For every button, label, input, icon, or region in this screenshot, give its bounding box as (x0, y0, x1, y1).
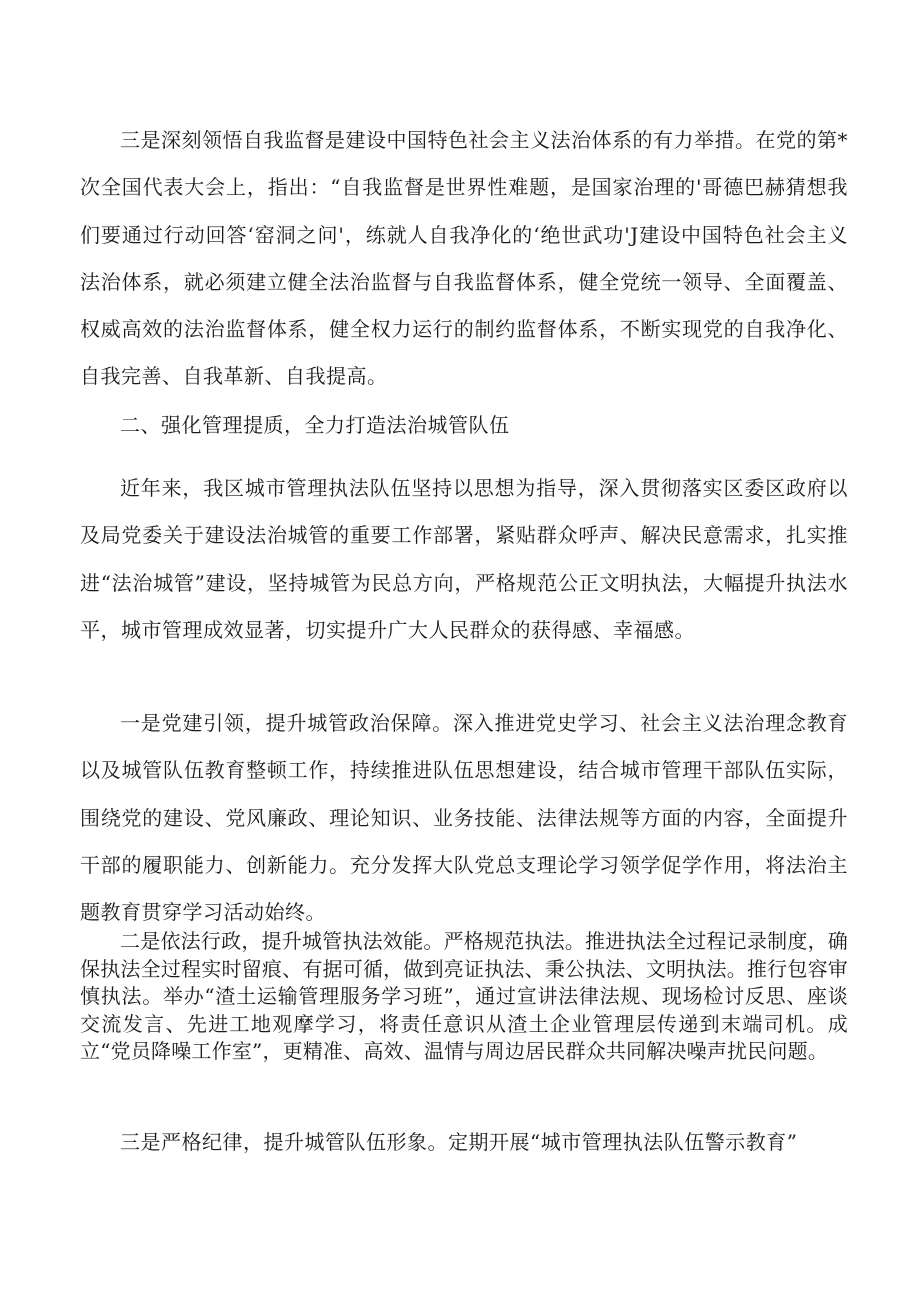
paragraph-recent-years: 近年来，我区城市管理执法队伍坚持以思想为指导，深入贯彻落实区委区政府以及局党委关于建设法治城管的重要工作部署，紧贴群众呼声、解决民意需求，扎实推进“法治城管”建设，坚持城管为民总方向，严格规范公正文明执法，大幅提升执法水平，城市管理成效显著，切实提升广大人民群众的获得感、幸福感。 (80, 476, 848, 642)
paragraph-party-building: 一是党建引领，提升城管政治保障。深入推进党史学习、社会主义法治理念教育以及城管队伍教育整顿工作，持续推进队伍思想建设，结合城市管理干部队伍实际，围绕党的建设、党风廉政、理论知识、业务技能、法律法规等方面的内容，全面提升干部的履职能力、创新能力。充分发挥大队党总支理论学习领学促学作用，将法治主题教育贯穿学习活动始终。 (80, 711, 848, 925)
paragraph-self-supervision: 三是深刻领悟自我监督是建设中国特色社会主义法治体系的有力举措。在党的第*次全国代表大会上，指出：“自我监督是世界性难题，是国家治理的'哥德巴赫猜想我们要通过行动回答‘窑洞之问'，练就人自我净化的‘绝世武功'J建设中国特色社会主义法治体系，就必须建立健全法治监督与自我监督体系，健全党统一领导、全面覆盖、权威高效的法治监督体系，健全权力运行的制约监督体系，不断实现党的自我净化、自我完善、自我革新、自我提高。 (80, 128, 848, 389)
paragraph-law-enforcement: 二是依法行政，提升城管执法效能。严格规范执法。推进执法全过程记录制度，确保执法全过程实时留痕、有据可循，做到亮证执法、秉公执法、文明执法。推行包容审慎执法。举办“渣土运输管理服务学习班”，通过宣讲法律法规、现场检讨反思、座谈交流发言、先进工地观摩学习，将责任意识从渣土企业管理层传递到末端司机。成立“党员降噪工作室”，更精准、高效、温情与周边居民群众共同解决噪声扰民问题。 (80, 929, 848, 1063)
paragraph-discipline: 三是严格纪律，提升城管队伍形象。定期开展“城市管理执法队伍警示教育” (120, 1130, 798, 1154)
section-heading: 二、强化管理提质，全力打造法治城管队伍 (120, 413, 510, 437)
